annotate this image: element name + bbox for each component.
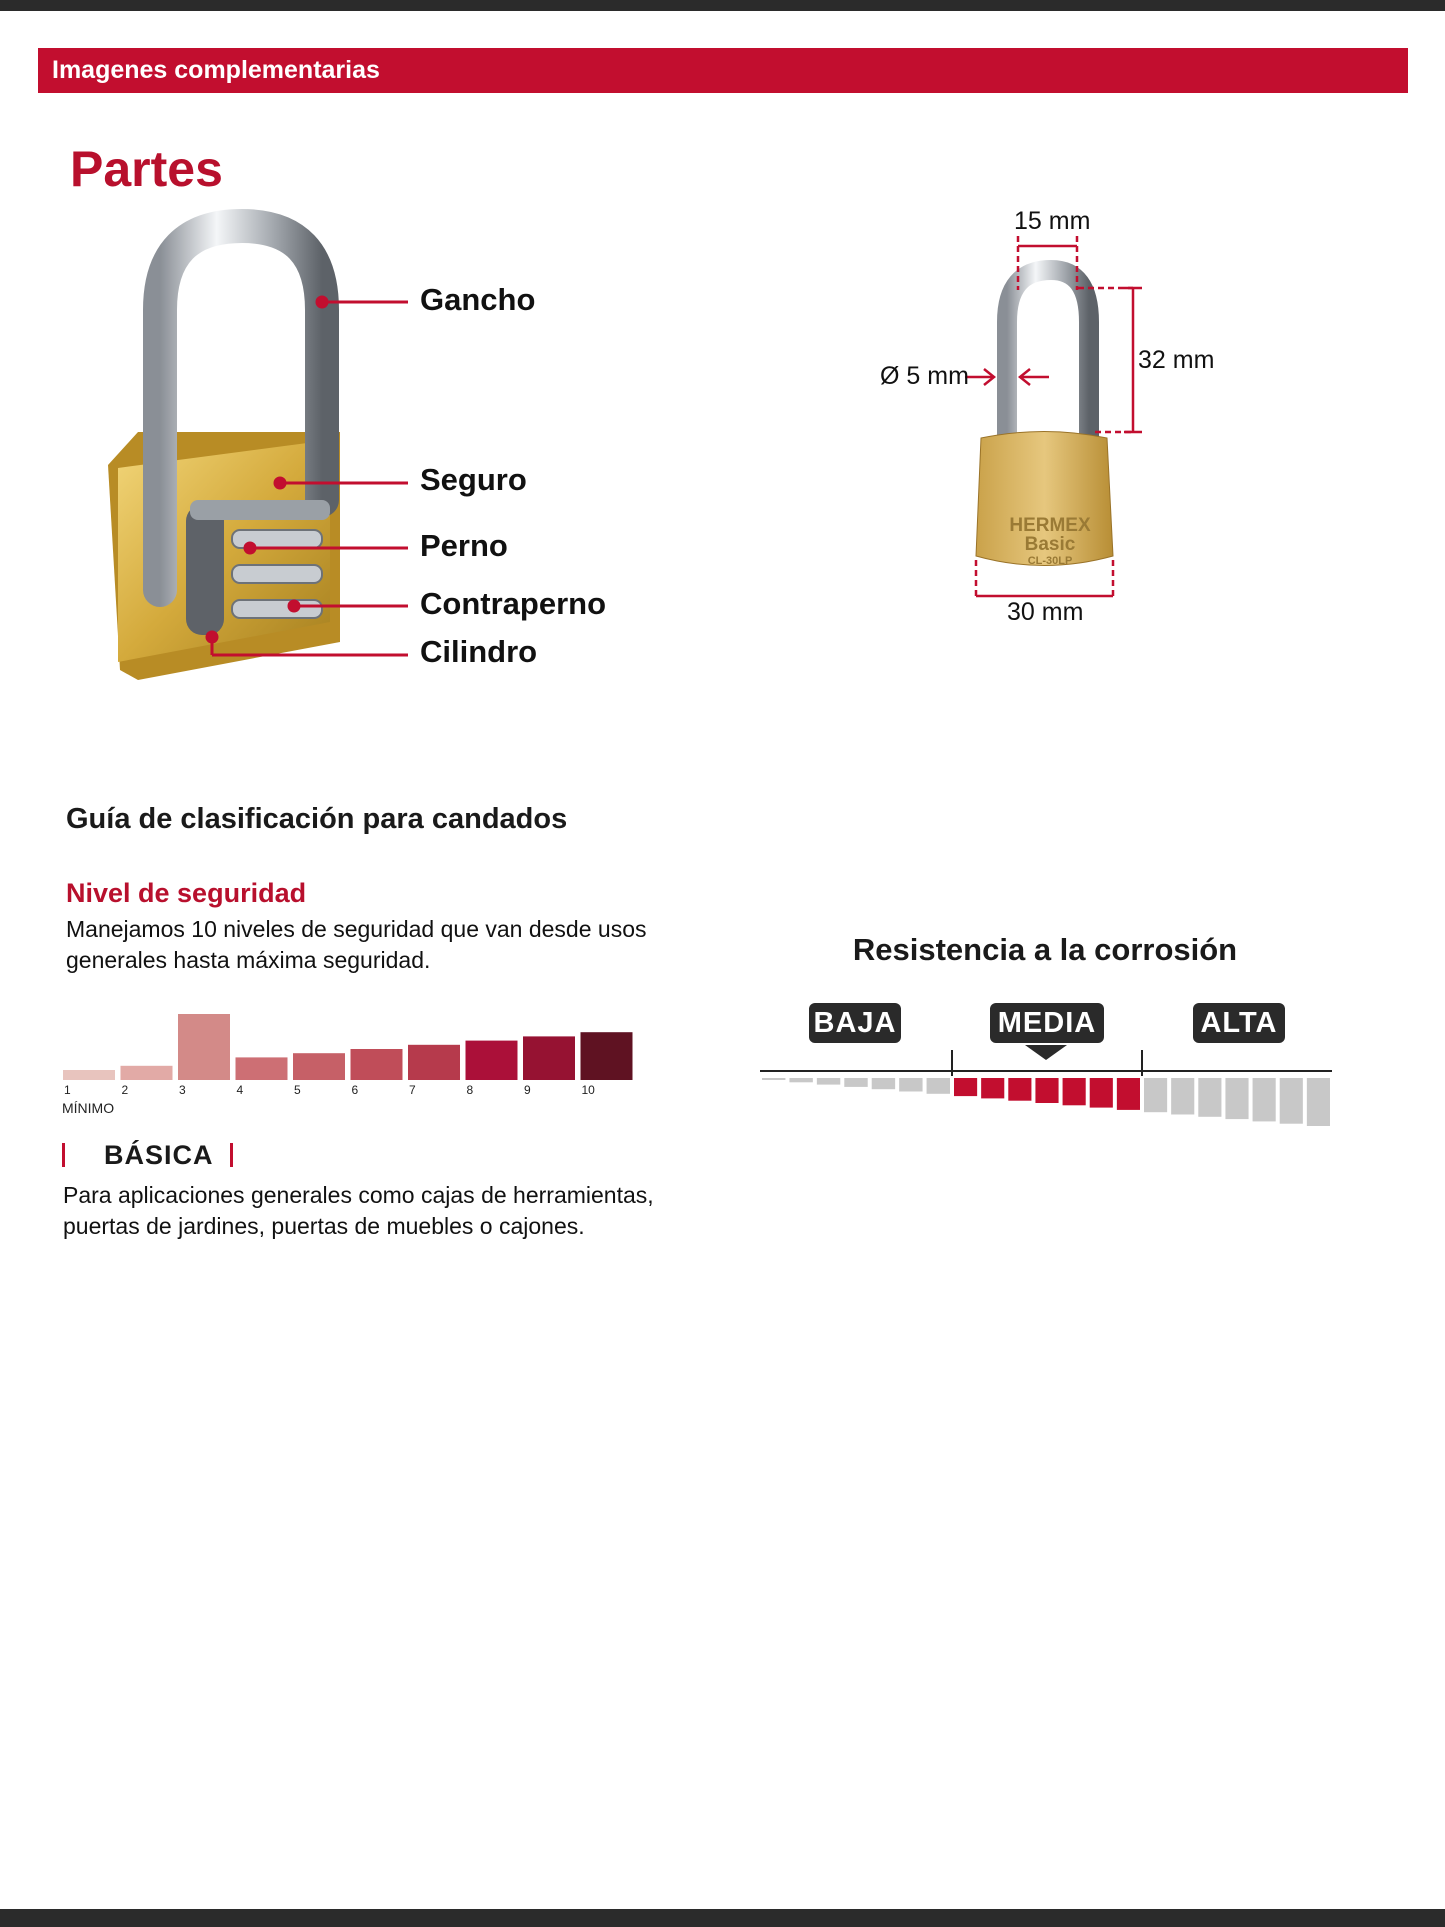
corrosion-bar-baja-6 <box>899 1078 922 1092</box>
security-level-tick-6: 6 <box>351 1083 359 1097</box>
section-header: Imagenes complementarias <box>38 48 1408 93</box>
corrosion-bar-media-2 <box>981 1078 1004 1098</box>
security-level-bar-9 <box>523 1036 575 1080</box>
category-description-line2: puertas de jardines, puertas de muebles o cajones. <box>63 1213 585 1239</box>
part-label-seguro: Seguro <box>420 462 527 497</box>
corrosion-bar-alta-5 <box>1253 1078 1276 1121</box>
parts-title: Partes <box>70 141 223 197</box>
corrosion-bar-baja-1 <box>762 1078 785 1080</box>
security-level-tick-4: 4 <box>236 1083 244 1097</box>
corrosion-bar-media-1 <box>954 1078 977 1096</box>
corrosion-bar-baja-7 <box>927 1078 950 1094</box>
security-level-tick-9: 9 <box>524 1083 531 1097</box>
selected-pointer <box>1025 1045 1067 1060</box>
dimension-shackle-diameter: Ø 5 mm <box>880 362 969 390</box>
category-description-line1: Para aplicaciones generales como cajas de herramientas, <box>63 1182 654 1208</box>
corrosion-bar-baja-4 <box>844 1078 867 1087</box>
engraving-line-3: CL-30LP <box>1027 555 1073 567</box>
minimum-label: MÍNIMO <box>62 1100 115 1116</box>
security-level-tick-2: 2 <box>121 1083 129 1097</box>
corrosion-title: Resistencia a la corrosión <box>852 932 1238 967</box>
dimension-body-width: 30 mm <box>1007 598 1084 626</box>
corrosion-bar-alta-7 <box>1307 1078 1330 1126</box>
corrosion-bar-media-7 <box>1117 1078 1140 1110</box>
corrosion-bar-alta-4 <box>1225 1078 1248 1119</box>
security-level-tick-1: 1 <box>64 1083 71 1097</box>
security-level-bar-2 <box>121 1066 173 1080</box>
security-level-bar-3 <box>178 1014 230 1080</box>
corrosion-bar-baja-2 <box>789 1078 812 1082</box>
security-level-tick-3: 3 <box>179 1083 186 1097</box>
security-level-bar-1 <box>63 1070 115 1080</box>
corrosion-label-baja: BAJA <box>809 1003 901 1043</box>
security-level-title: Nivel de seguridad <box>66 878 307 908</box>
part-label-cilindro: Cilindro <box>420 634 538 669</box>
corrosion-bar-alta-6 <box>1280 1078 1303 1124</box>
category-marker-right <box>230 1143 233 1167</box>
security-level-bar-4 <box>236 1057 288 1080</box>
category-label: BÁSICA <box>104 1140 214 1170</box>
corrosion-bar-alta-1 <box>1144 1078 1167 1112</box>
corrosion-bar-alta-3 <box>1198 1078 1221 1117</box>
part-label-contraperno: Contraperno <box>420 586 606 621</box>
security-level-tick-5: 5 <box>294 1083 301 1097</box>
corrosion-bar-media-3 <box>1008 1078 1031 1101</box>
corrosion-label-alta: ALTA <box>1193 1003 1285 1043</box>
engraving-line-2: Basic <box>1024 534 1076 555</box>
bottom-edge-bar <box>0 1909 1445 1927</box>
security-level-bar-6 <box>351 1049 403 1080</box>
dimension-shackle-height: 32 mm <box>1138 346 1215 374</box>
corrosion-bar-baja-5 <box>872 1078 895 1089</box>
guide-title: Guía de clasificación para candados <box>66 803 568 835</box>
dimension-shackle-width: 15 mm <box>1014 207 1091 235</box>
corrosion-label-media: MEDIA <box>990 1003 1104 1043</box>
security-level-tick-10: 10 <box>581 1083 595 1097</box>
corrosion-bar-alta-2 <box>1171 1078 1194 1115</box>
corrosion-bar-media-4 <box>1035 1078 1058 1103</box>
category-marker-left <box>62 1143 65 1167</box>
security-level-bar-10 <box>581 1032 633 1080</box>
security-description-line1: Manejamos 10 niveles de seguridad que van desde usos <box>66 916 647 942</box>
corrosion-bar-baja-3 <box>817 1078 840 1085</box>
part-label-perno: Perno <box>420 528 508 563</box>
corrosion-bar-media-6 <box>1090 1078 1113 1108</box>
security-level-bars <box>63 1014 633 1080</box>
part-label-gancho: Gancho <box>420 282 536 317</box>
security-level-bar-7 <box>408 1045 460 1080</box>
corrosion-bar-media-5 <box>1063 1078 1086 1105</box>
security-level-bar-5 <box>293 1053 345 1080</box>
security-description-line2: generales hasta máxima seguridad. <box>66 947 431 973</box>
security-level-tick-7: 7 <box>409 1083 416 1097</box>
security-level-bar-8 <box>466 1041 518 1080</box>
security-level-tick-8: 8 <box>466 1083 474 1097</box>
engraving-line-1: HERMEX <box>1009 515 1091 536</box>
corrosion-scale <box>760 1045 1332 1126</box>
